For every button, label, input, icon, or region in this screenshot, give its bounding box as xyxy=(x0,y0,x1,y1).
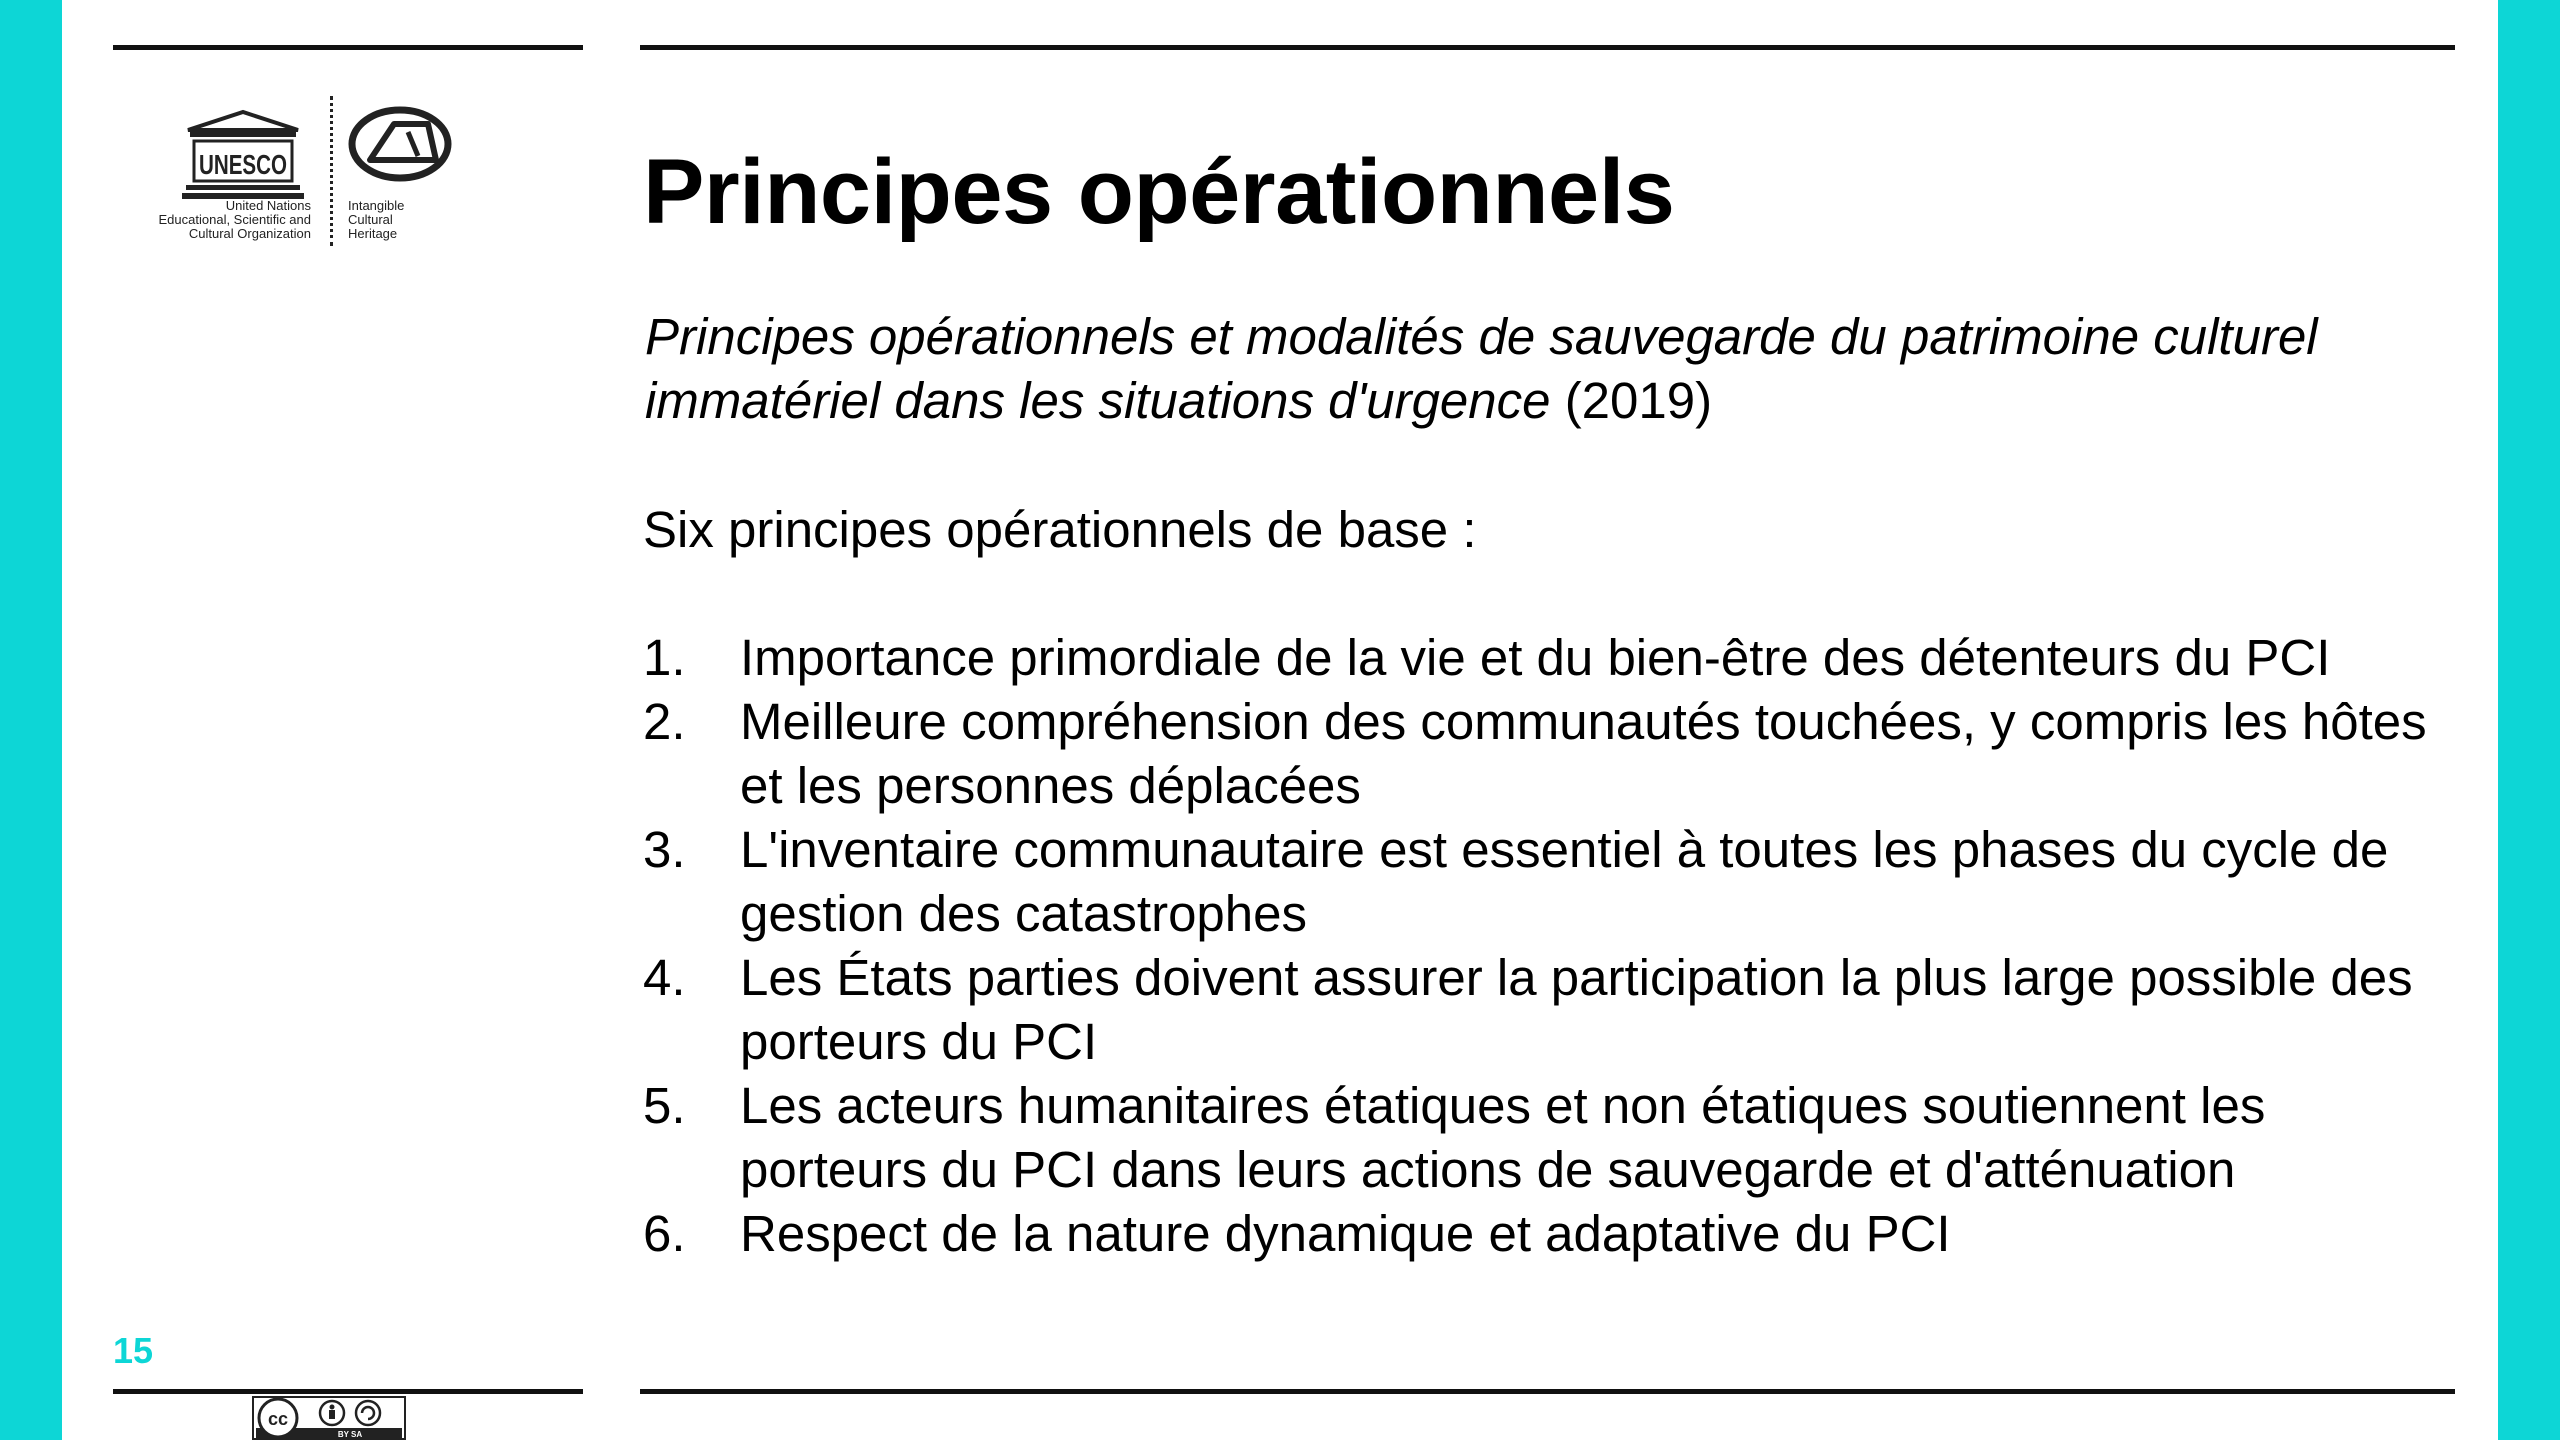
principles-list xyxy=(643,626,2443,1266)
list-item-number: 5. xyxy=(643,1077,686,1134)
right-accent-band xyxy=(2498,0,2560,1440)
list-item-text: Meilleure compréhension des communautés touchées, y compris les hôtes et les personnes déplacées xyxy=(740,693,2427,814)
list-item-number: 3. xyxy=(643,821,686,878)
unesco-caption: United Nations Educational, Scientific and Cultural Organization xyxy=(158,198,311,241)
bottom-left-rule xyxy=(113,1389,583,1394)
list-item-number: 2. xyxy=(643,693,686,750)
subtitle-year: (2019) xyxy=(1550,372,1713,429)
list-item xyxy=(643,818,2443,946)
ich-emblem-logo xyxy=(348,106,460,186)
list-item xyxy=(643,626,2443,690)
unesco-logo-text: UNESCO xyxy=(199,149,287,180)
list-item-text: Les États parties doivent assurer la participation la plus large possible des porteurs du PCI xyxy=(740,949,2413,1070)
list-item xyxy=(643,946,2443,1074)
subtitle xyxy=(645,305,2445,433)
unesco-temple-logo xyxy=(178,108,308,208)
page-title: Principes opérationnels xyxy=(643,141,1675,243)
top-right-rule xyxy=(640,45,2455,50)
list-item-text: Les acteurs humanitaires étatiques et non étatiques soutiennent les porteurs du PCI dans leurs actions de sauvegarde et d'atténuation xyxy=(740,1077,2266,1198)
list-item xyxy=(643,690,2443,818)
cc-by-sa-license-icon[interactable] xyxy=(252,1396,406,1440)
intro-text: Six principes opérationnels de base : xyxy=(643,501,1477,558)
top-left-rule xyxy=(113,45,583,50)
svg-text:cc: cc xyxy=(267,1409,289,1429)
logo-divider xyxy=(330,96,333,246)
list-item xyxy=(643,1074,2443,1202)
list-item-text: Respect de la nature dynamique et adaptative du PCI xyxy=(740,1205,1951,1262)
list-item-number: 6. xyxy=(643,1205,686,1262)
ich-caption: Intangible Cultural Heritage xyxy=(348,198,405,241)
subtitle-document-name: Principes opérationnels et modalités de sauvegarde du patrimoine culturel immatériel dans les situations d'urgence xyxy=(645,308,2318,429)
list-item-number: 1. xyxy=(643,629,686,686)
left-accent-band xyxy=(0,0,62,1440)
list-item xyxy=(643,1202,2443,1266)
slide-number: 15 xyxy=(113,1330,154,1371)
list-item-text: Importance primordiale de la vie et du bien-être des détenteurs du PCI xyxy=(740,629,2331,686)
cc-license-label: BY SA xyxy=(337,1430,363,1439)
bottom-right-rule xyxy=(640,1389,2455,1394)
unesco-ich-logo xyxy=(108,92,468,252)
list-item-text: L'inventaire communautaire est essentiel à toutes les phases du cycle de gestion des catastrophes xyxy=(740,821,2389,942)
list-item-number: 4. xyxy=(643,949,686,1006)
